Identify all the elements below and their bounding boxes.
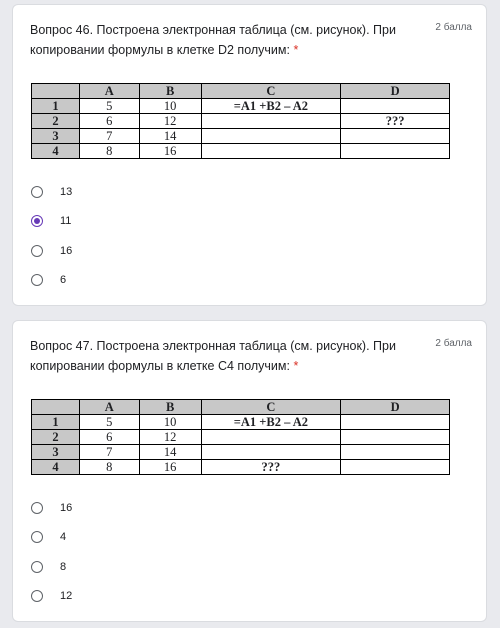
table-cell: 16 — [139, 144, 201, 159]
table-cell: 16 — [139, 460, 201, 475]
column-header: D — [341, 84, 450, 99]
radio-unchecked-icon[interactable] — [31, 186, 43, 198]
table-cell: 8 — [79, 144, 139, 159]
answer-option[interactable] — [31, 493, 72, 523]
table-cell: 5 — [79, 415, 139, 430]
table-cell — [201, 144, 341, 159]
row-header: 3 — [32, 129, 80, 144]
question-card-47 — [12, 320, 487, 622]
table-cell: 14 — [139, 129, 201, 144]
required-mark: * — [293, 43, 299, 57]
table-cell — [201, 445, 341, 460]
row-header: 3 — [32, 445, 80, 460]
radio-unchecked-icon[interactable] — [31, 274, 43, 286]
table-cell: ??? — [201, 460, 341, 475]
table-cell — [341, 144, 450, 159]
answer-option-label: 16 — [60, 244, 73, 257]
points-label: 2 балла — [435, 22, 472, 33]
column-header: A — [79, 400, 139, 415]
table-cell — [201, 129, 341, 144]
column-header: D — [341, 400, 450, 415]
table-cell: 12 — [139, 114, 201, 129]
table-cell: 10 — [139, 415, 201, 430]
row-header: 4 — [32, 144, 80, 159]
table-row — [32, 114, 450, 129]
table-row — [32, 460, 450, 475]
answer-option[interactable] — [31, 177, 72, 207]
spreadsheet-table — [31, 399, 450, 475]
table-row — [32, 430, 450, 445]
table-cell: 14 — [139, 445, 201, 460]
table-cell — [341, 460, 450, 475]
answer-option[interactable] — [31, 582, 72, 612]
column-header: C — [201, 400, 341, 415]
answer-option[interactable] — [31, 523, 72, 553]
answer-option-label: 8 — [60, 560, 67, 573]
answer-option[interactable] — [31, 552, 72, 582]
spreadsheet-table — [31, 83, 450, 159]
answer-option-label: 13 — [60, 185, 73, 198]
answer-option-label: 6 — [60, 274, 67, 287]
points-label: 2 балла — [435, 338, 472, 349]
table-cell — [201, 114, 341, 129]
required-mark: * — [293, 359, 299, 373]
table-cell — [201, 430, 341, 445]
column-header: A — [79, 84, 139, 99]
table-row — [32, 99, 450, 114]
answer-option[interactable] — [31, 207, 72, 237]
table-cell: 6 — [79, 114, 139, 129]
table-cell — [341, 430, 450, 445]
radio-unchecked-icon[interactable] — [31, 561, 43, 573]
row-header: 1 — [32, 99, 80, 114]
table-cell: 12 — [139, 430, 201, 445]
table-cell — [341, 99, 450, 114]
table-cell: 5 — [79, 99, 139, 114]
row-header: 2 — [32, 430, 80, 445]
table-cell: 7 — [79, 445, 139, 460]
radio-unchecked-icon[interactable] — [31, 502, 43, 514]
table-cell: 7 — [79, 129, 139, 144]
table-row — [32, 129, 450, 144]
answer-option[interactable] — [31, 236, 72, 266]
table-cell: =A1 +B2 – A2 — [201, 415, 341, 430]
table-cell — [341, 415, 450, 430]
answer-option[interactable] — [31, 266, 72, 296]
column-header: B — [139, 400, 201, 415]
radio-unchecked-icon[interactable] — [31, 531, 43, 543]
row-header: 2 — [32, 114, 80, 129]
table-cell — [341, 129, 450, 144]
radio-unchecked-icon[interactable] — [31, 590, 43, 602]
answer-option-label: 4 — [60, 531, 67, 544]
question-card-46 — [12, 4, 487, 306]
corner-cell — [32, 400, 80, 415]
answer-option-label: 11 — [60, 215, 72, 228]
table-row — [32, 415, 450, 430]
radio-checked-icon[interactable] — [31, 215, 43, 227]
table-row — [32, 144, 450, 159]
answer-option-label: 16 — [60, 501, 73, 514]
corner-cell — [32, 84, 80, 99]
answer-options — [31, 493, 72, 611]
column-header: C — [201, 84, 341, 99]
column-header: B — [139, 84, 201, 99]
table-cell: 8 — [79, 460, 139, 475]
table-cell: 6 — [79, 430, 139, 445]
table-row — [32, 445, 450, 460]
table-cell: 10 — [139, 99, 201, 114]
question-text: Вопрос 46. Построена электронная таблица (см. рисунок). При копировании формулы в клетке D2 получим: * — [30, 23, 396, 57]
radio-unchecked-icon[interactable] — [31, 245, 43, 257]
table-cell: ??? — [341, 114, 450, 129]
table-cell — [341, 445, 450, 460]
table-cell: =A1 +B2 – A2 — [201, 99, 341, 114]
question-text: Вопрос 47. Построена электронная таблица (см. рисунок). При копировании формулы в клетке C4 получим: * — [30, 339, 396, 373]
answer-option-label: 12 — [60, 590, 73, 603]
row-header: 1 — [32, 415, 80, 430]
row-header: 4 — [32, 460, 80, 475]
answer-options — [31, 177, 72, 295]
